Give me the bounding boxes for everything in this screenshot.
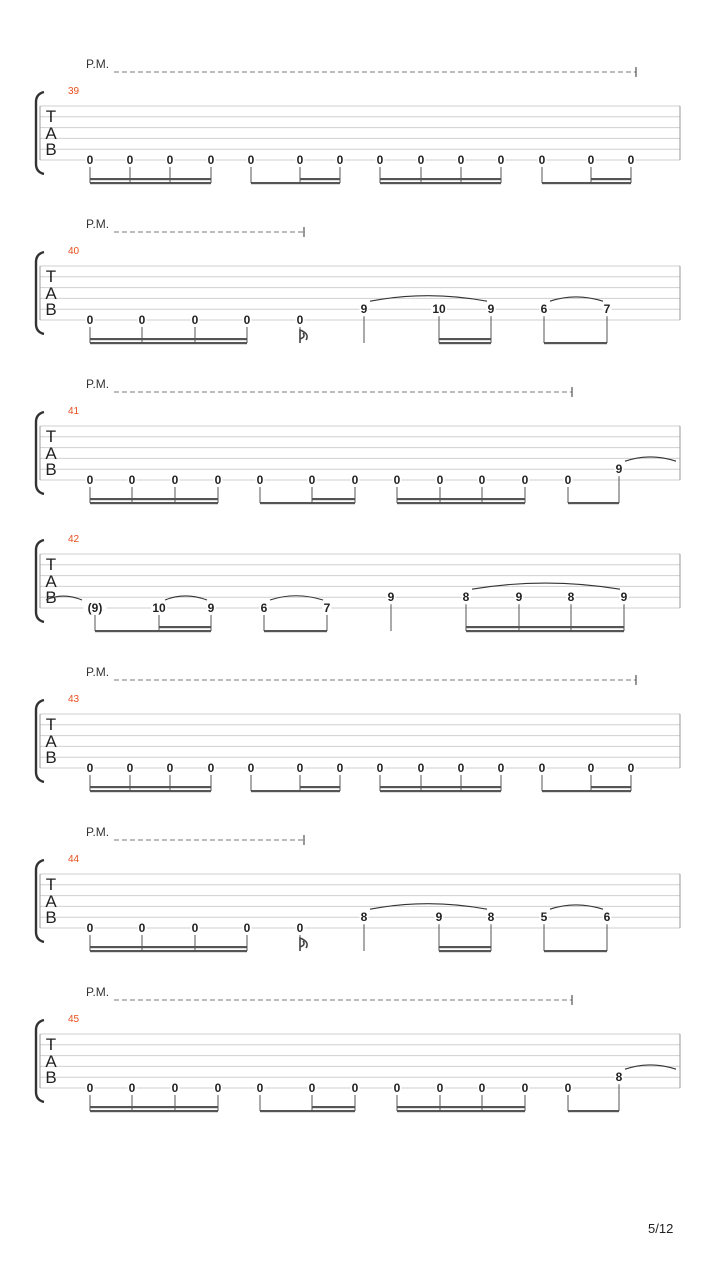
note-beam [568, 502, 619, 504]
fret-number: 9 [515, 590, 523, 605]
note-beam [312, 1110, 355, 1112]
note-beam [542, 790, 591, 792]
tie-arc [625, 457, 676, 461]
fret-number: 0 [86, 313, 94, 327]
fret-number: 0 [308, 473, 316, 487]
fret-number: 0 [538, 153, 546, 167]
note-beam [260, 1110, 312, 1112]
tab-letter-t: T [45, 1035, 57, 1054]
fret-number: 0 [128, 1081, 136, 1095]
fret-number: 0 [191, 313, 199, 327]
measure-number: 40 [68, 246, 80, 257]
fret-number: 0 [627, 153, 635, 167]
note-beam [90, 342, 247, 344]
note-beam [439, 338, 491, 340]
note-beam [159, 626, 211, 628]
note-beam [90, 1106, 218, 1108]
fret-number: 0 [627, 761, 635, 775]
fret-number: 0 [247, 153, 255, 167]
note-beam [300, 178, 340, 180]
fret-number: 10 [152, 601, 166, 615]
note-flag [300, 938, 307, 951]
note-beam [300, 790, 340, 792]
note-beam [90, 502, 218, 504]
fret-number: 9 [620, 590, 628, 605]
fret-number: 8 [487, 910, 495, 925]
note-beam [380, 790, 501, 792]
fret-number: 0 [86, 153, 94, 167]
fret-number: 0 [126, 761, 134, 775]
note-beam [90, 946, 247, 948]
fret-number: 0 [191, 921, 199, 935]
note-beam [397, 502, 525, 504]
measure-number: 39 [68, 86, 80, 97]
fret-number: 10 [432, 302, 446, 317]
fret-number: 8 [360, 910, 368, 925]
note-beam [380, 178, 501, 180]
note-beam [397, 1106, 525, 1108]
fret-number: 0 [351, 1081, 359, 1095]
note-beam [260, 502, 312, 504]
note-beam [90, 790, 211, 792]
tab-letter-a: A [45, 572, 57, 591]
fret-number: 0 [138, 313, 146, 327]
note-beam [300, 182, 340, 184]
palm-mute-label: P.M. [86, 57, 110, 71]
note-beam [591, 178, 631, 180]
note-beam [568, 1110, 619, 1112]
fret-number: 0 [166, 761, 174, 775]
note-beam [90, 1110, 218, 1112]
note-beam [90, 338, 247, 340]
fret-number: 6 [260, 601, 268, 615]
tab-letter-b: B [45, 748, 57, 767]
fret-number: 0 [587, 761, 595, 775]
tie-arc [270, 596, 323, 600]
note-beam [439, 342, 491, 344]
note-beam [312, 498, 355, 500]
fret-number: 0 [564, 1081, 572, 1095]
tie-arc [165, 596, 207, 600]
note-beam [159, 630, 211, 632]
tab-letter-a: A [45, 892, 57, 911]
fret-number: 0 [417, 153, 425, 167]
page-number: 5/12 [648, 1221, 674, 1236]
fret-number: 0 [457, 761, 465, 775]
fret-number: 0 [436, 473, 444, 487]
note-beam [397, 498, 525, 500]
tab-letter-t: T [45, 267, 57, 286]
tab-letter-t: T [45, 715, 57, 734]
note-flag [300, 330, 307, 343]
fret-number: 9 [487, 302, 495, 317]
note-beam [591, 786, 631, 788]
note-beam [380, 182, 501, 184]
fret-number: 0 [308, 1081, 316, 1095]
tab-letter-b: B [45, 140, 57, 159]
tab-letter-t: T [45, 555, 57, 574]
fret-number: 8 [567, 590, 575, 605]
fret-number: 7 [603, 302, 611, 317]
measure-number: 41 [68, 406, 80, 417]
fret-number: 0 [214, 1081, 222, 1095]
fret-number: 0 [296, 761, 304, 775]
palm-mute-label: P.M. [86, 377, 110, 391]
tab-letter-b: B [45, 1068, 57, 1087]
fret-number: 9 [207, 601, 215, 615]
fret-number: 0 [538, 761, 546, 775]
tab-letter-b: B [45, 460, 57, 479]
fret-number: 9 [435, 910, 443, 925]
note-beam [90, 178, 211, 180]
fret-number: 0 [351, 473, 359, 487]
fret-number: 0 [497, 761, 505, 775]
fret-number: 0 [587, 153, 595, 167]
fret-number: 0 [393, 1081, 401, 1095]
fret-number: 0 [478, 1081, 486, 1095]
fret-number: 0 [393, 473, 401, 487]
tab-letter-a: A [45, 1052, 57, 1071]
note-beam [397, 1110, 525, 1112]
note-beam [466, 626, 624, 628]
note-beam [466, 630, 624, 632]
fret-number: 8 [462, 590, 470, 605]
tab-letter-a: A [45, 444, 57, 463]
note-beam [264, 630, 327, 632]
palm-mute-label: P.M. [86, 825, 110, 839]
fret-number: (9) [87, 601, 103, 615]
tie-arc [550, 297, 603, 301]
fret-number: 0 [214, 473, 222, 487]
fret-number: 0 [256, 1081, 264, 1095]
note-beam [544, 950, 607, 952]
fret-number: 0 [336, 153, 344, 167]
fret-number: 0 [521, 1081, 529, 1095]
note-beam [312, 1106, 355, 1108]
note-beam [312, 502, 355, 504]
fret-number: 0 [171, 473, 179, 487]
fret-number: 0 [243, 921, 251, 935]
note-beam [95, 630, 159, 632]
fret-number: 9 [615, 462, 623, 477]
note-beam [90, 182, 211, 184]
note-beam [591, 182, 631, 184]
note-beam [90, 498, 218, 500]
tab-letter-t: T [45, 427, 57, 446]
fret-number: 0 [86, 921, 94, 935]
palm-mute-label: P.M. [86, 665, 110, 679]
measure-number: 43 [68, 694, 80, 705]
fret-number: 6 [603, 910, 611, 925]
fret-number: 0 [138, 921, 146, 935]
fret-number: 0 [296, 921, 304, 935]
fret-number: 0 [243, 313, 251, 327]
tab-letter-a: A [45, 284, 57, 303]
fret-number: 9 [360, 302, 368, 317]
fret-number: 0 [296, 313, 304, 327]
fret-number: 0 [207, 153, 215, 167]
fret-number: 0 [86, 473, 94, 487]
fret-number: 0 [436, 1081, 444, 1095]
fret-number: 0 [478, 473, 486, 487]
fret-number: 0 [256, 473, 264, 487]
fret-number: 0 [376, 153, 384, 167]
fret-number: 0 [497, 153, 505, 167]
tie-arc [625, 1065, 676, 1069]
note-beam [591, 790, 631, 792]
fret-number: 0 [296, 153, 304, 167]
tab-letter-b: B [45, 300, 57, 319]
tab-letter-t: T [45, 107, 57, 126]
fret-number: 0 [521, 473, 529, 487]
tab-letter-b: B [45, 588, 57, 607]
fret-number: 5 [540, 910, 548, 925]
note-beam [544, 342, 607, 344]
fret-number: 0 [417, 761, 425, 775]
palm-mute-label: P.M. [86, 217, 110, 231]
tab-letter-a: A [45, 124, 57, 143]
tab-letter-t: T [45, 875, 57, 894]
fret-number: 0 [247, 761, 255, 775]
fret-number: 9 [387, 590, 395, 605]
note-beam [439, 946, 491, 948]
fret-number: 0 [376, 761, 384, 775]
fret-number: 6 [540, 302, 548, 317]
note-beam [90, 786, 211, 788]
fret-number: 7 [323, 601, 331, 615]
fret-number: 0 [86, 1081, 94, 1095]
fret-number: 0 [128, 473, 136, 487]
note-beam [300, 786, 340, 788]
fret-number: 0 [564, 473, 572, 487]
tab-letter-b: B [45, 908, 57, 927]
note-beam [380, 786, 501, 788]
fret-number: 8 [615, 1070, 623, 1085]
note-beam [439, 950, 491, 952]
tab-letter-a: A [45, 732, 57, 751]
fret-number: 0 [171, 1081, 179, 1095]
measure-number: 42 [68, 534, 80, 545]
fret-number: 0 [336, 761, 344, 775]
note-beam [251, 182, 300, 184]
tie-arc [550, 905, 603, 909]
fret-number: 0 [166, 153, 174, 167]
fret-number: 0 [207, 761, 215, 775]
fret-number: 0 [457, 153, 465, 167]
measure-number: 45 [68, 1014, 80, 1025]
note-beam [542, 182, 591, 184]
palm-mute-label: P.M. [86, 985, 110, 999]
measure-number: 44 [68, 854, 80, 865]
fret-number: 0 [86, 761, 94, 775]
note-beam [251, 790, 300, 792]
fret-number: 0 [126, 153, 134, 167]
note-beam [90, 950, 247, 952]
